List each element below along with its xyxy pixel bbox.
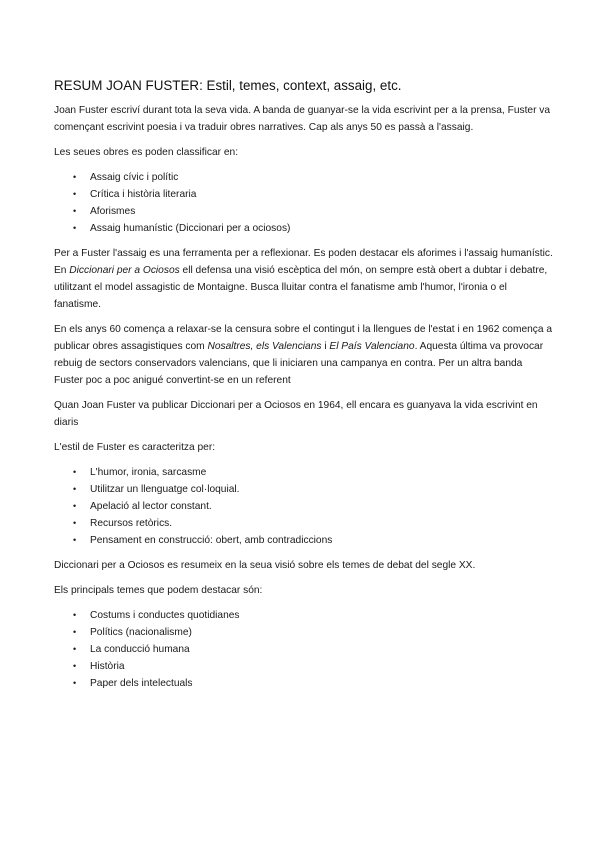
document-body [54, 76, 554, 700]
list-item [54, 220, 554, 237]
paragraph-intro: Joan Fuster escriví durant tota la seva vida. A banda de guanyar-se la vida escrivint per a la prensa, Fuster va començant escrivint poesia i va traduir obres narratives. Cap als anys 50 es passà a l'assaig. [54, 105, 551, 133]
list-item [54, 607, 554, 624]
list-item [54, 186, 554, 203]
list-item-text: Pensament en construcció: obert, amb contradiccions [90, 535, 333, 546]
paragraph-themes-intro: Els principals temes que podem destacar són: [54, 585, 263, 596]
text-span: Per a Fuster l'assaig es una ferramenta per a reflexionar. Es poden destacar els aforimes i l'assaig humanístic. En [54, 248, 553, 276]
text-span: i [321, 341, 330, 352]
style-list [54, 464, 554, 549]
list-item-text: Costums i conductes quotidianes [90, 610, 240, 621]
paragraph-classification: Les seues obres es poden classificar en: [54, 147, 239, 158]
list-item [54, 498, 554, 515]
list-item-text: Història [90, 661, 125, 672]
list-item [54, 481, 554, 498]
list-item-text: Aforismes [90, 206, 136, 217]
list-item-text: Crítica i història literaria [90, 189, 197, 200]
bullet-icon: • [73, 535, 77, 545]
paragraph-diccionari-1964: Quan Joan Fuster va publicar Diccionari per a Ociosos en 1964, ell encara es guanyava la vida escrivint en diaris [54, 400, 538, 428]
list-item [54, 169, 554, 186]
list-item-text: Recursos retòrics. [90, 518, 173, 529]
list-item-text: L'humor, ironia, sarcasme [90, 467, 207, 478]
list-item [54, 658, 554, 675]
paragraph-sixties [54, 321, 554, 389]
document-title: RESUM JOAN FUSTER: Estil, temes, context, assaig, etc. [54, 78, 402, 93]
text-span: . Aquesta última va provocar rebuig de sectors conservadors valencians, que li iniciaren una campanya en contra. Per un altra banda Fuster poc a poc anigué convertint-se en un referent [54, 341, 544, 386]
bullet-icon: • [73, 206, 77, 216]
bullet-icon: • [73, 189, 77, 199]
list-item [54, 675, 554, 692]
list-item [54, 641, 554, 658]
list-item-text: La conducció humana [90, 644, 190, 655]
list-item-text: Utilitzar un llenguatge col·loquial. [90, 484, 240, 495]
bullet-icon: • [73, 501, 77, 511]
bullet-icon: • [73, 678, 77, 688]
bullet-icon: • [73, 644, 77, 654]
works-list [54, 169, 554, 237]
text-span: ell defensa una visió escèptica del món, on sempre està obert a dubtar i debatre, utilitzant el model assagistic de Montaigne. Busca lluitar contra el fanatisme amb l'humor, l'ironia o el fanatisme. [54, 265, 548, 310]
list-item-text: Paper dels intelectuals [90, 678, 193, 689]
themes-list [54, 607, 554, 692]
list-item [54, 532, 554, 549]
book-title: El País Valenciano [329, 341, 415, 352]
bullet-icon: • [73, 610, 77, 620]
list-item-text: Assaig cívic i polític [90, 172, 179, 183]
list-item [54, 464, 554, 481]
bullet-icon: • [73, 627, 77, 637]
bullet-icon: • [73, 223, 77, 233]
list-item [54, 624, 554, 641]
list-item-text: Assaig humanístic (Diccionari per a ociosos) [90, 223, 291, 234]
bullet-icon: • [73, 518, 77, 528]
list-item-text: Polítics (nacionalisme) [90, 627, 192, 638]
bullet-icon: • [73, 467, 77, 477]
bullet-icon: • [73, 484, 77, 494]
paragraph-style-intro: L'estil de Fuster es caracteritza per: [54, 442, 216, 453]
paragraph-essay [54, 245, 554, 313]
list-item [54, 203, 554, 220]
list-item [54, 515, 554, 532]
bullet-icon: • [73, 172, 77, 182]
book-title: Diccionari per a Ociosos [69, 265, 180, 276]
list-item-text: Apelació al lector constant. [90, 501, 212, 512]
bullet-icon: • [73, 661, 77, 671]
text-span: En els anys 60 comença a relaxar-se la censura sobre el contingut i la llengues de l'estat i en 1962 comença a publicar obres assagistiques com [54, 324, 553, 352]
book-title: Nosaltres, els Valencians [207, 341, 322, 352]
paragraph-diccionari-summary: Diccionari per a Ociosos es resumeix en la seua visió sobre els temes de debat del segle XX. [54, 560, 476, 571]
